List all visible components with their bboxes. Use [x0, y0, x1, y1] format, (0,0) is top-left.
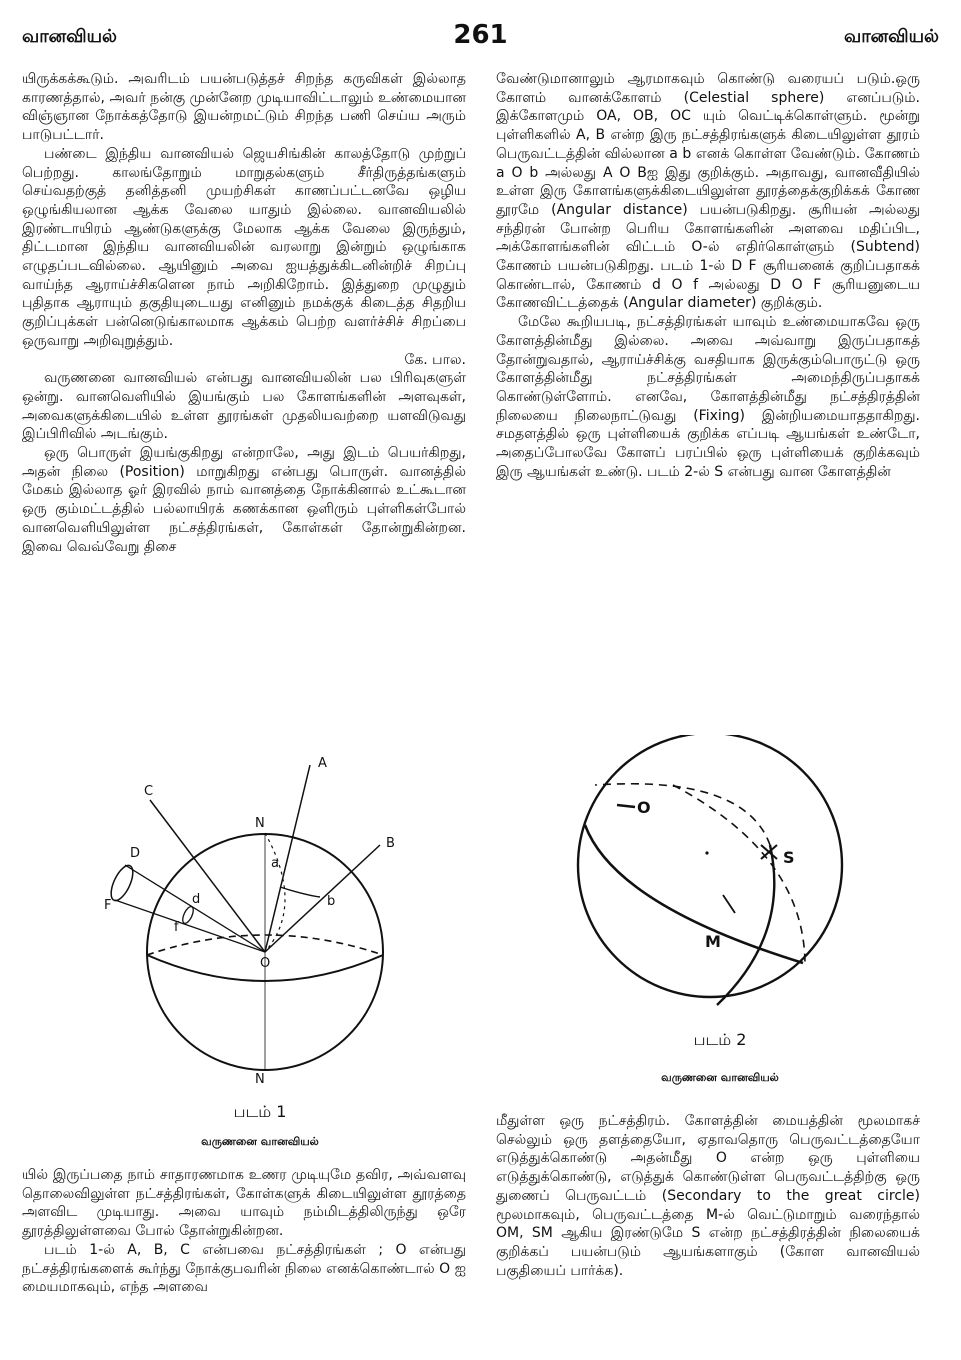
label-M: M — [705, 932, 721, 951]
tick-o — [617, 805, 635, 807]
paragraph: ஒரு பொருள் இயங்குகிறது என்றாலே, அது இடம் பெயர்கிறது, அதன் நிலை (Position) மாறுகிறது என்பது பொருள். வானத்தில் மேகம் இல்லாத ஓர் இரவில் நாம் வானத்தை நோக்கினால் உட்கூடான ஒரு கும்மட்டத்தில் பல்லாயிரக் கணக்கான ஒளிரும் புள்ளிகள்போல் வானவெளியிலுள்ள நட்சத்திரங்கள், கோள்கள் தோன்றுகின்றன. இவை வெவ்வேறு திசை — [22, 445, 466, 555]
label-B: B — [386, 836, 395, 851]
paragraph: பண்டை இந்திய வானவியல் ஜெயசிங்கின் காலத்தோடு முற்றுப் பெற்றது. காலங்தோறும் மாறுதல்களும் சீர்திருத்தங்களும் செய்வதற்குத் தனித்தனி முயற்சிகள் காணப்பட்டனவே ஒழிய ஒழுங்கியலான ஆக்க வேலை யாதும் இல்லை. வானவியலில் இரண்டாயிரம் ஆண்டுகளுக்கு மேலாக ஆக்க வேலை இருந்தும், திட்டமான இந்திய வானவியலின் வரலாறு இன்றும் ஒழுங்காக எழுதப்படவில்லை. ஆயினும் அவை ஐயத்துக்கிடனின்றிச் சிறப்பு வாய்ந்த ஆராய்ச்சிகளென நாம் அறிகிறோம். இத்துறை முழுதும் புதிதாக ஆராயும் தகுதியுடையது எனினும் நமக்குக் கிடைத்த சிதறிய குறிப்புக்கள் பன்னெடுங்காலமாக ஆக்கம் பெற்ற வளர்ச்சிச் சிறப்பை ஒருவாறு அறிவுறுத்தும். — [22, 145, 466, 349]
label-F: F — [104, 898, 112, 913]
column-left-top — [22, 70, 466, 556]
label-N-bottom: N — [255, 1072, 265, 1087]
center-dot — [705, 851, 708, 854]
label-C: C — [144, 784, 154, 799]
label-O: O — [260, 956, 271, 971]
star-s — [761, 845, 777, 859]
arc-ab — [280, 887, 320, 897]
page-number: 261 — [453, 20, 508, 50]
ray-of — [115, 900, 265, 952]
ray-oc — [150, 800, 265, 952]
celestial-sphere — [578, 735, 842, 997]
label-b: b — [327, 894, 336, 909]
secondary-circle-back — [595, 784, 770, 845]
paragraph: வேண்டுமானாலும் ஆரமாகவும் கொண்டு வரையப் படும்.ஒரு கோளம் வானக்கோளம் (Celestial sphere) எனப்படும். இக்கோளமும் OA, OB, OC யும் வெட்டிக்கொள்ளும். மூன்று புள்ளிகளில் A, B என்ற இரு நட்சத்திரங்களுக் கிடையிலுள்ள தூரம் பெருவட்டத்தின் வில்லான a b எனக் கொள்ள வேண்டும். கோணம் a O b அல்லது A O Bஐ இது குறிக்கும். அதாவது, வானவீதியில் உள்ள இரு கோளங்களுக்கிடையிலுள்ள தூரத்தைக்குறிக்கக் கோண தூரமே (Angular distance) பயன்படுகிறது. சூரியன் அல்லது சந்திரன் போன்ற பெரிய கோளங்களின் அளவை மதிப்பிட, அக்கோளங்களின் விட்டம் O-ல் எதிர்கொள்ளும் (Subtend) கோணம் பயன்படுகிறது. படம் 1-ல் D F சூரியனைக் குறிப்பதாகக் கொண்டால், கோணம் d O f அல்லது D O F சூரியனுடைய கோணவிட்டத்தைக் (Angular diameter) குறிக்கும். — [496, 71, 920, 312]
label-D: D — [130, 846, 141, 861]
label-d: d — [192, 892, 201, 907]
column-right-bottom — [496, 1112, 920, 1280]
label-f: f — [174, 920, 179, 935]
vertical-circle — [265, 833, 285, 952]
running-header-right: வானவியல் — [844, 26, 939, 47]
column-left-bottom — [22, 1166, 466, 1297]
running-header-left: வானவியல் — [22, 26, 117, 47]
figure-1-diagram — [90, 745, 420, 1090]
figure-1-caption: படம் 1 — [233, 1102, 287, 1121]
column-right-top — [496, 70, 920, 481]
figure-1-subcaption: வருணனை வானவியல் — [201, 1135, 319, 1148]
paragraph: படம் 1-ல் A, B, C என்பவை நட்சத்திரங்கள் ; O என்பது நட்சத்திரங்களைக் கூர்ந்து நோக்குபவரின் நிலை எனக்கொண்டால் O ஐ மையமாகவும், எந்த அளவை — [22, 1241, 466, 1296]
paragraph: யிருக்கக்கூடும். அவரிடம் பயன்படுத்தச் சிறந்த கருவிகள் இல்லாத காரணத்தால், அவர் நன்கு முன்னேற முடியாவிட்டாலும் உண்மையான விஞ்ஞான நோக்கத்தோடு இயன்றமட்டும் சிறந்த பணி செய்ய அரும் பாடுபட்டார். — [22, 71, 466, 144]
paragraph: வருணனை வானவியல் என்பது வானவியலின் பல பிரிவுகளுள் ஒன்று. வானவெளியில் இயங்கும் பல கோளங்களின் அளவுகள், அவைகளுக்கிடையில் உள்ள தூரங்கள் முதலியவற்றை யளவிடுவது இப்பிரிவில் அடங்கும். — [22, 370, 466, 443]
label-a: a — [271, 856, 279, 871]
sun-image-df — [181, 905, 196, 925]
paragraph: மேலே கூறியபடி, நட்சத்திரங்கள் யாவும் உண்மையாகவே ஒரு கோளத்தின்மீது இல்லை. அவை அவ்வாறு இருப்பதாகத் தோன்றுவதால், ஆராய்ச்சிக்கு வசதியாக இருக்கும்பொருட்டு ஒரு கோளத்தின்மீது நட்சத்திரங்கள் அமைந்திருப்பதாகக் கொண்டுள்ளோம். எனவே, கோளத்தின்மீது நட்சத்திரத்தின் நிலையை நிலைநாட்டுவது (Fixing) இன்றியமையாததாகிறது. சமதளத்தில் ஒரு புள்ளியைக் குறிக்க எப்படி ஆயங்கள் உண்டோ, அதைப்போலவே கோளப் பரப்பில் ஒரு புள்ளியைக் குறிக்கவும் இரு ஆயங்கள் உண்டு. படம் 2-ல் S என்பது வான கோளத்தின் — [496, 314, 920, 480]
label-S: S — [783, 848, 795, 867]
author-signature: கே. பால. — [404, 351, 466, 368]
paragraph: யில் இருப்பதை நாம் சாதாரணமாக உணர முடியுமே தவிர, அவ்வளவு தொலைவிலுள்ள நட்சத்திரங்கள், கோள்களுக் கிடையிலுள்ள தூரத்தை அளவிட முடியாது. அவை யாவும் நம்மிடத்திலிருந்து ஒரே தூரத்திலுள்ளவை போல் தோன்றுகின்றன. — [22, 1167, 466, 1240]
figure-2-subcaption: வருணனை வானவியல் — [661, 1071, 779, 1084]
tick-m — [723, 895, 735, 913]
label-N-top: N — [255, 816, 265, 831]
figure-2-diagram — [555, 735, 875, 1015]
paragraph: மீதுள்ள ஒரு நட்சத்திரம். கோளத்தின் மையத்தின் மூலமாகச் செல்லும் ஒரு தளத்தையோ, ஏதாவதொரு பெருவட்டத்தையோ எடுத்துக்கொண்டு அதன்மீது O என்ற ஒரு புள்ளியை எடுத்துக்கொண்டு, எடுத்துக் கொண்டுள்ள பெருவட்டத்திற்கு ஒரு துணைப் பெருவட்டம் (Secondary to the great circle) மூலமாகவும், பெருவட்டத்தை M-ல் வெட்டுமாறும் வரைந்தால் OM, SM ஆகிய இரண்டுமே S என்ற நட்சத்திரத்தின் நிலையைக் குறிக்கப் பயன்படும் ஆயங்களாகும் (கோள வானவியல் பகுதியைப் பார்க்க). — [496, 1113, 920, 1279]
secondary-circle-front — [717, 845, 774, 1005]
dashed-arc-right — [673, 785, 805, 965]
ray-od — [125, 865, 265, 952]
ray-ob — [265, 845, 380, 952]
label-O: O — [637, 798, 651, 817]
figure-2-caption: படம் 2 — [693, 1030, 747, 1049]
label-A: A — [318, 756, 327, 771]
